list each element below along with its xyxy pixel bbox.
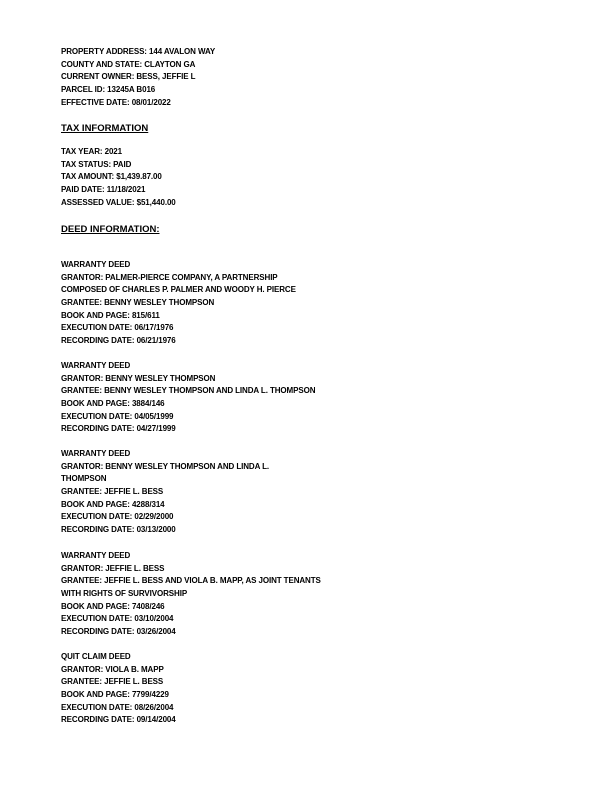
- deed-entry: [61, 448, 269, 537]
- deed-heading: DEED INFORMATION:: [61, 224, 160, 235]
- deed-line: EXECUTION DATE: 02/29/2000: [61, 512, 174, 522]
- tax-year: TAX YEAR: 2021: [61, 147, 122, 156]
- current-owner: CURRENT OWNER: BESS, JEFFIE L: [61, 72, 196, 82]
- deed-line: EXECUTION DATE: 03/10/2004: [61, 614, 174, 624]
- deed-line: BOOK AND PAGE: 4288/314: [61, 499, 165, 509]
- tax-status: TAX STATUS: PAID: [61, 159, 132, 169]
- tax-info: [61, 146, 176, 209]
- deed-entry: [61, 259, 296, 348]
- deed-line: GRANTEE: JEFFIE L. BESS: [61, 677, 164, 687]
- county-state: COUNTY AND STATE: CLAYTON GA: [61, 59, 196, 69]
- deed-type: QUIT CLAIM DEED: [61, 652, 131, 661]
- deed-line: WITH RIGHTS OF SURVIVORSHIP: [61, 588, 188, 598]
- deed-line: RECORDING DATE: 09/14/2004: [61, 715, 176, 725]
- deed-line: THOMPSON: [61, 474, 107, 484]
- deed-line: BOOK AND PAGE: 7799/4229: [61, 689, 169, 699]
- deed-line: COMPOSED OF CHARLES P. PALMER AND WOODY H. PIERCE: [61, 285, 296, 295]
- parcel-id: PARCEL ID: 13245A B016: [61, 84, 156, 94]
- deed-line: GRANTEE: BENNY WESLEY THOMPSON: [61, 297, 215, 307]
- tax-amount: TAX AMOUNT: $1,439.87.00: [61, 172, 162, 182]
- property-address: PROPERTY ADDRESS: 144 AVALON WAY: [61, 47, 216, 56]
- deed-line: GRANTEE: JEFFIE L. BESS AND VIOLA B. MAPP, AS JOINT TENANTS: [61, 576, 321, 586]
- deed-line: GRANTOR: BENNY WESLEY THOMPSON: [61, 373, 216, 383]
- assessed-value: ASSESSED VALUE: $51,440.00: [61, 197, 176, 207]
- effective-date: EFFECTIVE DATE: 08/01/2022: [61, 97, 171, 107]
- deed-type: WARRANTY DEED: [61, 449, 131, 458]
- deed-line: RECORDING DATE: 03/26/2004: [61, 626, 176, 636]
- deed-type: WARRANTY DEED: [61, 361, 131, 370]
- deed-line: GRANTOR: BENNY WESLEY THOMPSON AND LINDA L.: [61, 461, 270, 471]
- paid-date: PAID DATE: 11/18/2021: [61, 184, 146, 194]
- deed-line: GRANTOR: VIOLA B. MAPP: [61, 664, 164, 674]
- deed-line: BOOK AND PAGE: 815/611: [61, 310, 160, 320]
- deed-line: EXECUTION DATE: 06/17/1976: [61, 323, 174, 333]
- deed-line: RECORDING DATE: 06/21/1976: [61, 335, 176, 345]
- deed-line: GRANTEE: JEFFIE L. BESS: [61, 486, 164, 496]
- deed-line: EXECUTION DATE: 08/26/2004: [61, 702, 174, 712]
- property-info: [61, 46, 215, 109]
- deed-entry: [61, 651, 176, 727]
- deed-entry: [61, 550, 321, 639]
- deed-type: WARRANTY DEED: [61, 551, 131, 560]
- deed-line: RECORDING DATE: 04/27/1999: [61, 424, 176, 434]
- tax-heading: TAX INFORMATION: [61, 123, 149, 134]
- deed-type: WARRANTY DEED: [61, 260, 131, 269]
- deed-line: EXECUTION DATE: 04/05/1999: [61, 411, 174, 421]
- deed-line: RECORDING DATE: 03/13/2000: [61, 524, 176, 534]
- deed-entry: [61, 360, 315, 436]
- deed-line: BOOK AND PAGE: 7408/246: [61, 601, 165, 611]
- deed-line: GRANTOR: PALMER-PIERCE COMPANY, A PARTNERSHIP: [61, 272, 278, 282]
- deed-line: BOOK AND PAGE: 3884/146: [61, 398, 165, 408]
- deed-line: GRANTOR: JEFFIE L. BESS: [61, 563, 165, 573]
- deed-line: GRANTEE: BENNY WESLEY THOMPSON AND LINDA L. THOMPSON: [61, 386, 316, 396]
